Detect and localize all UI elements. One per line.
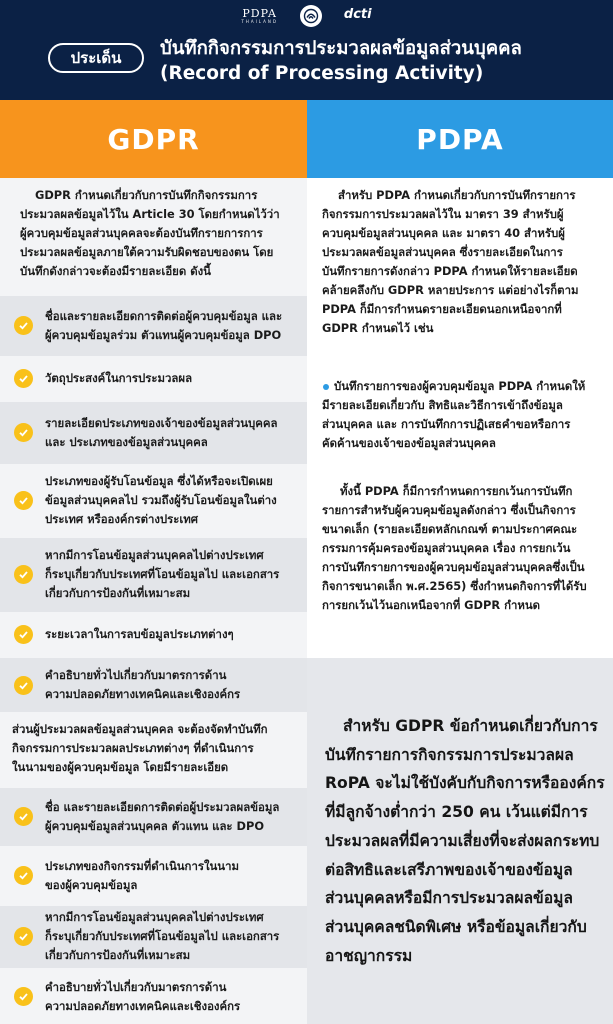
ropa-note-line: ต่อสิทธิและเสรีภาพของเจ้าของข้อมูล — [325, 860, 573, 879]
logo-bar — [0, 4, 613, 28]
check-icon — [14, 491, 33, 510]
checklist-line: ความปลอดภัยทางเทคนิคและเชิงองค์กร — [45, 687, 241, 701]
ropa-note-line: ส่วนบุคคลหรือมีการประมวลผลข้อมูล — [325, 889, 573, 908]
checklist-line: ผู้ควบคุมข้อมูลส่วนบุคคล ตัวแทน และ DPO — [45, 819, 265, 833]
checklist-line: ข้อมูลส่วนบุคคลไป รวมถึงผู้รับโอนข้อมูลในต่าง — [45, 493, 277, 507]
gdpr-intro-line: ผู้ควบคุมข้อมูลส่วนบุคคลจะต้องบันทึกรายการการ — [20, 226, 263, 240]
check-icon — [14, 423, 33, 442]
checklist-line: ความปลอดภัยทางเทคนิคและเชิงองค์กร — [45, 999, 241, 1013]
checklist-line: ก็ระบุเกี่ยวกับประเทศที่โอนข้อมูลไป และเอกสาร — [45, 567, 280, 581]
pdpa-bullet — [322, 377, 607, 453]
check-icon — [14, 676, 33, 695]
checklist-row — [0, 296, 307, 356]
pdpa-exception-line: การบันทึกรายการของผู้ควบคุมข้อมูลส่วนบุคคลซึ่งเป็น — [322, 560, 585, 574]
checklist-text — [45, 978, 297, 1016]
pdpa-exception-line: กิจการขนาดเล็ก พ.ศ.2565) ซึ่งกำหนดกิจการที่ได้รับ — [322, 579, 587, 593]
pdpa-bullet-line: คัดค้านของเจ้าของข้อมูลส่วนบุคคล — [322, 436, 496, 450]
gdpr-intro-line: ประมวลผลข้อมูลภายใต้ความรับผิดชอบของตน โดย — [20, 245, 274, 259]
pdpa-exception — [322, 482, 607, 615]
pdpa-exception-line: ขนาดเล็ก (รายละเอียดหลักเกณฑ์ ตามประกาศคณะ — [322, 522, 578, 536]
pdpa-thailand-logo: PDPA THAILAND — [241, 7, 278, 24]
check-icon — [14, 625, 33, 644]
pdpa-exception-line: ทั้งนี้ PDPA ก็มีการกำหนดการยกเว้นการบันทึก — [340, 484, 573, 498]
pdpa-intro-line: PDPA ก็มีการกำหนดรายละเอียดนอกเหนือจากที่ — [322, 302, 562, 316]
checklist-row — [0, 788, 307, 846]
pdpa-intro-line: GDPR กำหนดไว้ เช่น — [322, 321, 434, 335]
ropa-note-line: ที่มีลูกจ้างต่ำกว่า 250 คน เว้นแต่มีการ — [325, 803, 588, 822]
ropa-note — [325, 712, 607, 970]
checklist-text — [45, 369, 297, 388]
checklist-text — [45, 798, 297, 836]
checklist-row — [0, 358, 307, 400]
ropa-note-line: บันทึกรายการกิจกรรมการประมวลผล — [325, 745, 574, 764]
checklist-line: วัตถุประสงค์ในการประมวลผล — [45, 371, 193, 385]
pdpa-bullet-line: มีรายละเอียดเกี่ยวกับ สิทธิและวิธีการเข้าถึงข้อมูล — [322, 398, 563, 412]
checklist-text — [45, 414, 297, 452]
checklist-line: รายละเอียดประเภทของเจ้าของข้อมูลส่วนบุคคล — [45, 416, 278, 430]
check-icon — [14, 316, 33, 335]
check-icon — [14, 866, 33, 885]
checklist-text — [45, 307, 297, 345]
gdpr-intro-line: GDPR กำหนดเกี่ยวกับการบันทึกกิจกรรมการ — [35, 188, 258, 202]
ropa-note-line: ประมวลผลที่มีความเสี่ยงที่จะส่งผลกระทบ — [325, 831, 600, 850]
checklist-line: ผู้ควบคุมข้อมูลร่วม ตัวแทนผู้ควบคุมข้อมูล DPO — [45, 328, 282, 342]
checklist-row — [0, 402, 307, 464]
header — [0, 0, 613, 100]
checklist-row — [0, 970, 307, 1024]
checklist-text — [45, 908, 297, 965]
pdpa-bullet-line: ส่วนบุคคล และ การบันทึกการปฏิเสธคำขอหรือการ — [322, 417, 571, 431]
ropa-note-line: ส่วนบุคคลชนิดพิเศษ หรือข้อมูลเกี่ยวกับ — [325, 917, 587, 936]
checklist-row — [0, 538, 307, 612]
processor-intro-line: กิจกรรมการประมวลผลประเภทต่างๆ ที่ดำเนินการ — [12, 741, 254, 755]
dcti-logo: dcti — [343, 6, 372, 22]
checklist-row — [0, 848, 307, 904]
checklist-line: ชื่อและรายละเอียดการติดต่อผู้ควบคุมข้อมูล และ — [45, 309, 283, 323]
ropa-note-line: RoPA จะไม่ใช้บังคับกับกิจการหรือองค์กร — [325, 774, 605, 793]
checklist-line: คำอธิบายทั่วไปเกี่ยวกับมาตรการด้าน — [45, 668, 227, 682]
pdpa-intro — [322, 186, 607, 338]
ropa-note-line: อาชญากรรม — [325, 946, 413, 965]
checklist-text — [45, 625, 297, 644]
pdpa-intro-line: กิจกรรมการประมวลผลไว้ใน มาตรา 39 สำหรับผู้ — [322, 207, 564, 221]
page-title — [160, 36, 600, 86]
check-icon — [14, 369, 33, 388]
check-icon — [14, 565, 33, 584]
checklist-line: ประเทศ หรือองค์กรต่างประเทศ — [45, 512, 199, 526]
gdpr-column-header: GDPR — [0, 100, 307, 178]
checklist-line: ประเภทของผู้รับโอนข้อมูล ซึ่งได้หรือจะเปิดเผย — [45, 474, 273, 488]
topic-tag: ประเด็น — [48, 43, 144, 73]
gdpr-intro-line: ประมวลผลข้อมูลไว้ใน Article 30 โดยกำหนดไว้ว่า — [20, 207, 280, 221]
pdpa-exception-line: กรรมการคุ้มครองข้อมูลส่วนบุคคล เรื่อง การยกเว้น — [322, 541, 571, 555]
pdpa-intro-line: ควบคุมข้อมูลส่วนบุคคล และ มาตรา 40 สำหรับผู้ — [322, 226, 565, 240]
pdpa-intro-line: ประมวลผลข้อมูลส่วนบุคคล ซึ่งรายละเอียดในการ — [322, 245, 563, 259]
checklist-line: ระยะเวลาในการลบข้อมูลประเภทต่างๆ — [45, 627, 234, 641]
checklist-row — [0, 658, 307, 712]
checklist-text — [45, 546, 297, 603]
checklist-line: และ ประเภทของข้อมูลส่วนบุคคล — [45, 435, 208, 449]
pdpa-intro-line: คล้ายคลึงกับ GDPR หลายประการ แต่อย่างไรก็ตาม — [322, 283, 579, 297]
checklist-text — [45, 857, 297, 895]
processor-intro-line: ในนามของผู้ควบคุมข้อมูล โดยมีรายละเอียด — [12, 760, 229, 774]
partner-logo-icon — [300, 5, 322, 27]
pdpa-exception-line: รายการสำหรับผู้ควบคุมข้อมูลดังกล่าว ซึ่งเป็นกิจการ — [322, 503, 576, 517]
checklist-line: หากมีการโอนข้อมูลส่วนบุคคลไปต่างประเทศ — [45, 548, 264, 562]
pdpa-exception-line: การยกเว้นไว้นอกเหนือจากที่ GDPR กำหนด — [322, 598, 541, 612]
pdpa-column-header: PDPA — [307, 100, 613, 178]
title-line-2: (Record of Processing Activity) — [160, 63, 484, 84]
processor-intro — [12, 720, 304, 777]
checklist-line: ก็ระบุเกี่ยวกับประเทศที่โอนข้อมูลไป และเอกสาร — [45, 929, 280, 943]
checklist-row — [0, 466, 307, 536]
checklist-line: หากมีการโอนข้อมูลส่วนบุคคลไปต่างประเทศ — [45, 910, 264, 924]
checklist-row — [0, 906, 307, 968]
gdpr-intro — [20, 186, 302, 281]
checklist-text — [45, 472, 297, 529]
checklist-line: ชื่อ และรายละเอียดการติดต่อผู้ประมวลผลข้อมูล — [45, 800, 280, 814]
check-icon — [14, 987, 33, 1006]
checklist-row — [0, 614, 307, 656]
checklist-line: คำอธิบายทั่วไปเกี่ยวกับมาตรการด้าน — [45, 980, 227, 994]
title-line-1: บันทึกกิจกรรมการประมวลผลข้อมูลส่วนบุคคล — [160, 38, 522, 59]
checklist-line: เกี่ยวกับการป้องกันที่เหมาะสม — [45, 586, 191, 600]
gdpr-intro-line: บันทึกดังกล่าวจะต้องมีรายละเอียด ดังนี้ — [20, 264, 211, 278]
pdpa-intro-line: สำหรับ PDPA กำหนดเกี่ยวกับการบันทึกรายการ — [338, 188, 576, 202]
processor-intro-line: ส่วนผู้ประมวลผลข้อมูลส่วนบุคคล จะต้องจัดทำบันทึก — [12, 722, 268, 736]
check-icon — [14, 807, 33, 826]
pdpa-bullet-line: บันทึกรายการของผู้ควบคุมข้อมูล PDPA กำหนดให้ — [334, 379, 586, 393]
checklist-line: ประเภทของกิจกรรมที่ดำเนินการในนาม — [45, 859, 239, 873]
ropa-note-line: สำหรับ GDPR ข้อกำหนดเกี่ยวกับการ — [343, 717, 598, 735]
checklist-line: ของผู้ควบคุมข้อมูล — [45, 878, 138, 892]
checklist-line: เกี่ยวกับการป้องกันที่เหมาะสม — [45, 948, 191, 962]
check-icon — [14, 927, 33, 946]
pdpa-intro-line: บันทึกรายการดังกล่าว PDPA กำหนดให้รายละเอียด — [322, 264, 578, 278]
checklist-text — [45, 666, 297, 704]
